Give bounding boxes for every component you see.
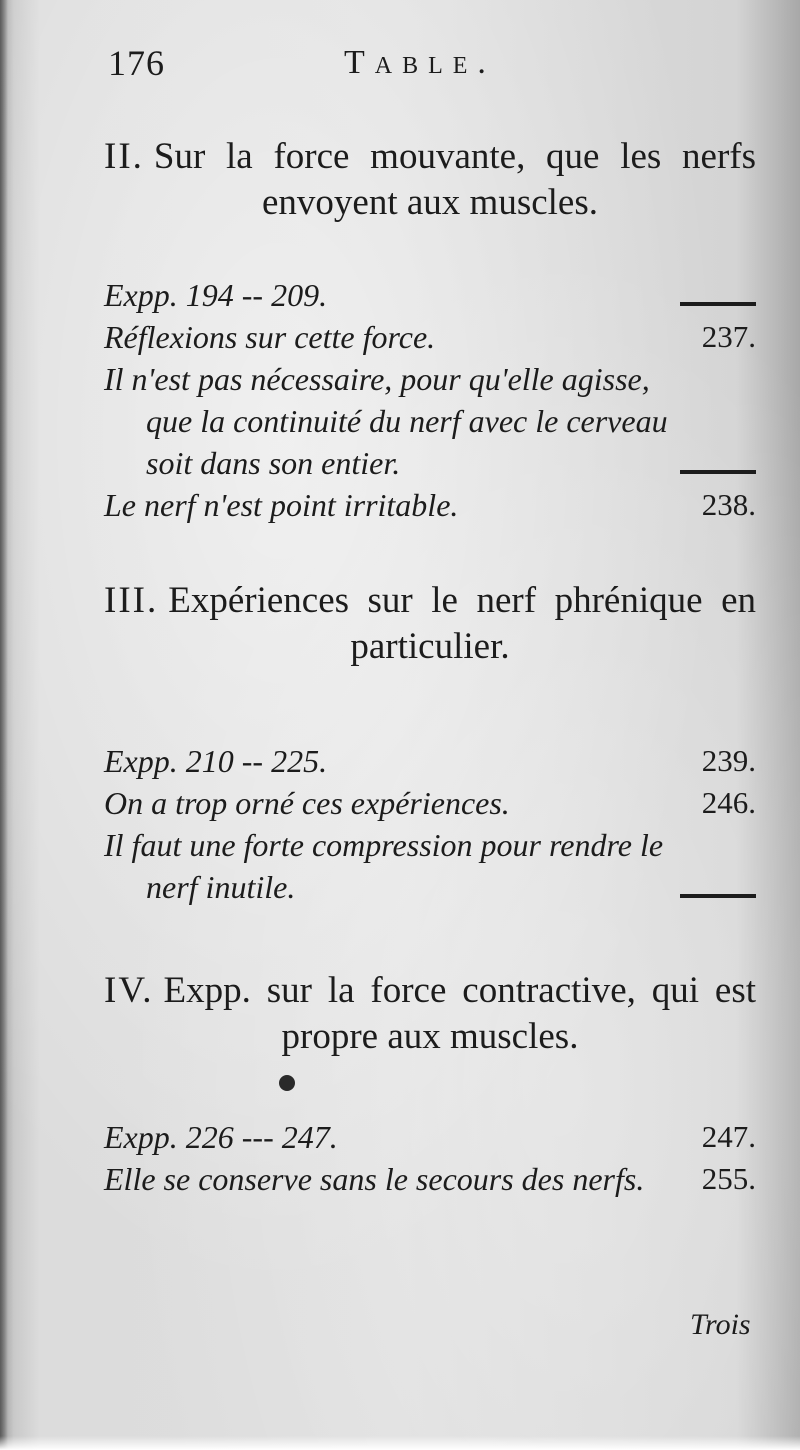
page-bottom-edge (0, 1436, 800, 1450)
ditto-rule (680, 302, 756, 306)
entry-text: Expp. 194 -- 209. (104, 277, 328, 313)
catchword: Trois (690, 1308, 751, 1341)
toc-entry (104, 484, 756, 526)
entry-text: Elle se conserve sans le secours des nerfs. (104, 1161, 645, 1197)
section-heading (104, 578, 756, 670)
toc-entry (104, 824, 756, 908)
page-header (108, 42, 568, 92)
toc-entry (104, 358, 756, 484)
section-title: Sur la force mouvante, que les nerfs envoyent aux muscles. (153, 136, 756, 223)
page-number: 176 (108, 43, 165, 83)
entry-text: Il n'est pas nécessaire, pour qu'elle agisse, que la continuité du nerf avec le cerveau soit dans son entier. (104, 361, 668, 481)
entry-text: Expp. 210 -- 225. (104, 743, 328, 779)
entry-text: Réflexions sur cette force. (104, 319, 436, 355)
section-number: II. (104, 136, 144, 177)
ink-spot (279, 1075, 295, 1091)
section-number: III. (104, 580, 159, 621)
ditto-rule (680, 470, 756, 474)
toc-entry (104, 782, 756, 824)
entry-text: Expp. 226 --- 247. (104, 1119, 338, 1155)
running-title: Table. (344, 44, 496, 81)
section-heading (104, 968, 756, 1060)
entry-page: 239. (701, 743, 756, 778)
section-title: Expp. sur la force contractive, qui est propre aux muscles. (163, 970, 756, 1057)
section-heading (104, 134, 756, 226)
toc-entry (104, 1116, 756, 1158)
entry-list (104, 1116, 756, 1200)
entry-text: Le nerf n'est point irritable. (104, 487, 459, 523)
section-ii (104, 134, 756, 526)
entry-list (104, 740, 756, 908)
entry-page: 255. (701, 1161, 756, 1196)
entry-page: 237. (701, 319, 756, 354)
entry-page: 246. (701, 785, 756, 820)
entry-text: Il faut une forte compression pour rendre le nerf inutile. (104, 827, 664, 905)
entry-text: On a trop orné ces expériences. (104, 785, 510, 821)
section-iv (104, 968, 756, 1200)
section-title: Expériences sur le nerf phrénique en particulier. (168, 580, 756, 667)
entry-page: 238. (701, 487, 756, 522)
page-edge-shadow (0, 0, 8, 1450)
ditto-rule (680, 894, 756, 898)
toc-entry (104, 274, 756, 316)
section-number: IV. (104, 970, 154, 1011)
entry-page: 247. (701, 1119, 756, 1154)
toc-entry (104, 1158, 756, 1200)
toc-entry (104, 316, 756, 358)
section-iii (104, 578, 756, 908)
entry-list (104, 274, 756, 526)
toc-entry (104, 740, 756, 782)
